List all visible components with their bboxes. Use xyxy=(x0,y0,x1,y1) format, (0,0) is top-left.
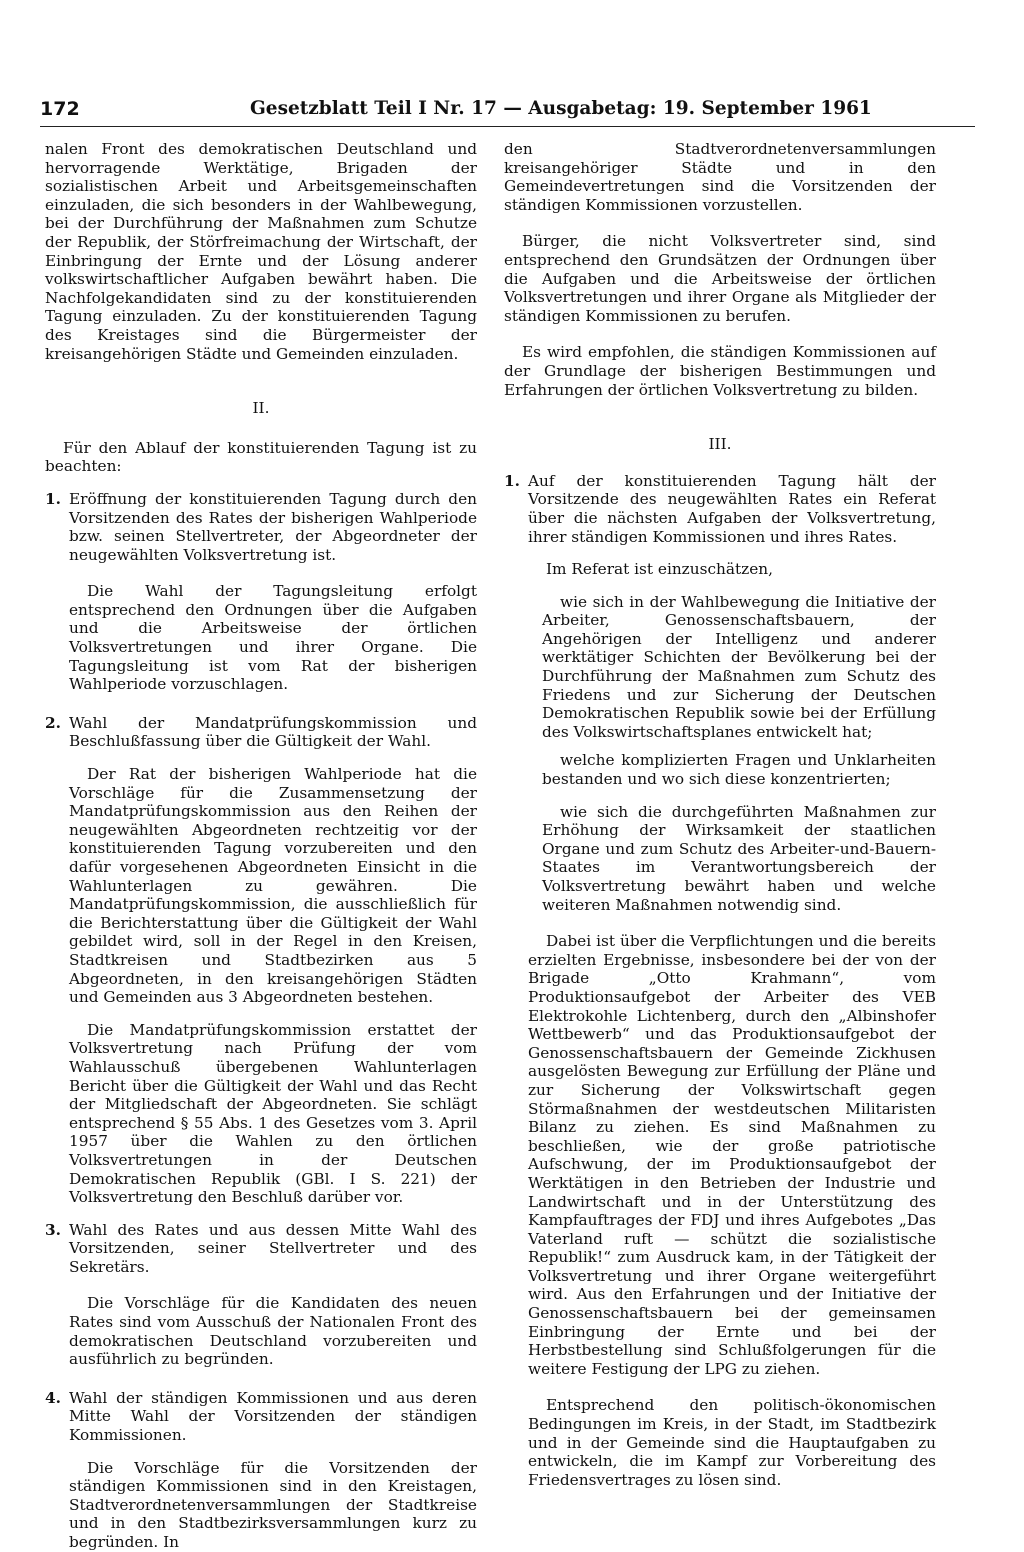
list-item-text: Auf der konstituierenden Tagung hält der Vorsitzende des neugewählten Rates ein Referat über die nächsten Aufgaben der Volksvertretung, ihrer ständigen Kommissionen und ihres Rates. xyxy=(528,471,936,546)
indented-paragraph: wie sich die durchgeführten Maßnahmen zur Erhöhung der Wirksamkeit der staatlichen Organe und zum Schutz des Arbeiter-und-Bauern-Staates im Verantwortungsbereich der Volksvertretung bewährt haben und welche weiteren Maßnahmen notwendig sind. xyxy=(542,802,936,914)
list-number: 1. xyxy=(504,471,520,490)
paragraph: Es wird empfohlen, die ständigen Kommissionen auf der Grundlage der bisherigen Bestimmungen und Erfahrungen der örtlichen Volksvertretung zu bilden. xyxy=(504,343,936,399)
list-item-3 xyxy=(45,1221,477,1277)
list-number: 3. xyxy=(45,1220,61,1239)
list-item-text: Wahl des Rates und aus dessen Mitte Wahl des Vorsitzenden, seiner Stellvertreter und des Sekretärs. xyxy=(69,1220,477,1276)
paragraph: Dabei ist über die Verpflichtungen und die bereits erzielten Ergebnisse, insbesondere bei der von der Brigade „Otto Krahmann“, vom Produktionsaufgebot der Arbeiter des VEB Elektrokohle Lichtenberg, durch den „Albinshofer Wettbewerb“ und das Produktionsaufgebot der Genossenschaftsbauern der Gemeinde Zickhusen ausgelösten Bewegung zur Erfüllung der Pläne und zur Sicherung der Volkswirtschaft gegen Störmaßnahmen der westdeutschen Militaristen Bilanz zu ziehen. Es sind Maßnahmen zu beschließen, wie der große patriotische Aufschwung, der im Produktionsaufgebot der Werktätigen in den Betrieben der Industrie und Landwirtschaft und in der Unterstützung des Kampfauftrages der FDJ und ihres Aufgebotes „Das Vaterland ruft — schützt die sozialistische Republik!“ zum Ausdruck kam, in der Tätigkeit der Volksvertretung und ihrer Organe weitergeführt wird. Aus den Erfahrungen und der Initiative der Genossenschaftsbauern bei der gemeinsamen Einbringung der Ernte und bei der Herbstbestellung sind Schlußfolgerungen für die weitere Festigung der LPG zu ziehen. xyxy=(528,932,936,1378)
indented-paragraph: wie sich in der Wahlbewegung die Initiative der Arbeiter, Genossenschaftsbauern, der Angehörigen der Intelligenz und anderer werktätiger Schichten der Bevölkerung bei der Durchführung der Maßnahmen zum Schutz des Friedens und zur Sicherung der Deutschen Demokratischen Republik sowie bei der Erfüllung des Volkswirtschaftsplanes entwickelt hat; xyxy=(542,592,936,741)
list-number: 4. xyxy=(45,1388,61,1407)
paragraph: Bürger, die nicht Volksvertreter sind, sind entsprechend den Grundsätzen der Ordnungen über die Aufgaben und die Arbeitsweise der örtlichen Volksvertretungen und ihrer Organe als Mitglieder der ständigen Kommissionen zu berufen. xyxy=(504,232,936,325)
list-number: 1. xyxy=(45,489,61,508)
list-number: 2. xyxy=(45,713,61,732)
page-number: 172 xyxy=(40,98,80,120)
section-heading-iii: III. xyxy=(708,435,732,454)
list-item-1 xyxy=(504,472,936,546)
list-item-text: Wahl der ständigen Kommissionen und aus deren Mitte Wahl der Vorsitzenden der ständigen Kommissionen. xyxy=(69,1388,477,1445)
section-heading-ii: II. xyxy=(252,399,270,418)
paragraph: nalen Front des demokratischen Deutschland und hervorragende Werktätige, Brigaden der sozialistischen Arbeit und Arbeitsgemeinschaften einzuladen, die sich besonders in der Wahlbewegung, bei der Durchführung der Maßnahmen zum Schutze der Republik, der Störfreimachung der Wirtschaft, der Einbringung der Ernte und der Lösung anderer volkswirtschaftlicher Aufgaben bewährt haben. Die Nachfolgekandidaten sind zu der konstituierenden Tagung einzuladen. Zu der konstituierenden Tagung des Kreistages sind die Bürgermeister der kreisangehörigen Städte und Gemeinden einzuladen. xyxy=(45,140,477,363)
header-divider xyxy=(40,126,975,127)
indented-paragraph: welche komplizierten Fragen und Unklarheiten bestanden und wo sich diese konzentrierten; xyxy=(542,751,936,789)
right-column xyxy=(504,140,936,1489)
paragraph: Entsprechend den politisch-ökonomischen Bedingungen im Kreis, in der Stadt, im Stadtbezirk und in der Gemeinde sind die Hauptaufgaben zu entwickeln, die im Kampf zur Vorbereitung des Friedensvertrages zu lösen sind. xyxy=(528,1396,936,1489)
paragraph: den Stadtverordnetenversammlungen kreisangehöriger Städte und in den Gemeindevertretungen sind die Vorsitzenden der ständigen Kommissionen vorzustellen. xyxy=(504,140,936,214)
list-item-text: Eröffnung der konstituierenden Tagung durch den Vorsitzenden des Rates der bisherigen Wahlperiode bzw. seinen Stellvertreter, der Abgeordneter der neugewählten Volksvertretung ist. xyxy=(69,489,477,564)
page-header-title: Gesetzblatt Teil I Nr. 17 — Ausgabetag: 19. September 1961 xyxy=(250,98,872,119)
paragraph: Die Vorschläge für die Vorsitzenden der ständigen Kommissionen sind in den Kreistagen, Stadtverordnetenversammlungen der Stadtkreise und in den Stadtbezirksversammlungen kurz zu begründen. In xyxy=(69,1458,477,1551)
paragraph: Die Wahl der Tagungsleitung erfolgt entsprechend den Ordnungen über die Aufgaben und die Arbeitsweise der örtlichen Volksvertretungen und ihrer Organe. Die Tagungsleitung ist vom Rat der bisherigen Wahlperiode vorzuschlagen. xyxy=(69,582,477,694)
paragraph: Die Vorschläge für die Kandidaten des neuen Rates sind vom Ausschuß der Nationalen Front des demokratischen Deutschland vorzubereiten und ausführlich zu begründen. xyxy=(69,1294,477,1369)
page-header xyxy=(40,98,975,128)
paragraph: Die Mandatprüfungskommission erstattet der Volksvertretung nach Prüfung der vom Wahlausschuß übergebenen Wahlunterlagen Bericht über die Gültigkeit der Wahl und das Recht der Mitgliedschaft der Abgeordneten. Sie schlägt entsprechend § 55 Abs. 1 des Gesetzes vom 3. April 1957 über die Wahlen zu den örtlichen Volksvertretungen in der Deutschen Demokratischen Republik (GBl. I S. 221) der Volksvertretung den Beschluß darüber vor. xyxy=(69,1020,477,1207)
list-item-1 xyxy=(45,490,477,564)
list-item-2 xyxy=(45,714,477,751)
paragraph: Der Rat der bisherigen Wahlperiode hat die Vorschläge für die Zusammensetzung der Mandatprüfungskommission aus den Reihen der neugewählten Abgeordneten rechtzeitig vor der konstituierenden Tagung vorzubereiten und den dafür vorgesehenen Abgeordneten Einsicht in die Wahlunterlagen zu gewähren. Die Mandatprüfungskommission, die ausschließlich für die Berichterstattung über die Gültigkeit der Wahl gebildet wird, soll in der Regel in den Kreisen, Stadtkreisen und Stadtbezirken aus 5 Abgeordneten, in den kreisangehörigen Städten und Gemeinden aus 3 Abgeordneten bestehen. xyxy=(69,765,477,1007)
list-item-4 xyxy=(45,1389,477,1445)
paragraph: Im Referat ist einzuschätzen, xyxy=(546,560,773,579)
paragraph: Für den Ablauf der konstituierenden Tagung ist zu beachten: xyxy=(45,438,477,476)
list-item-text: Wahl der Mandatprüfungskommission und Beschlußfassung über die Gültigkeit der Wahl. xyxy=(69,713,477,751)
left-column xyxy=(45,140,477,1552)
